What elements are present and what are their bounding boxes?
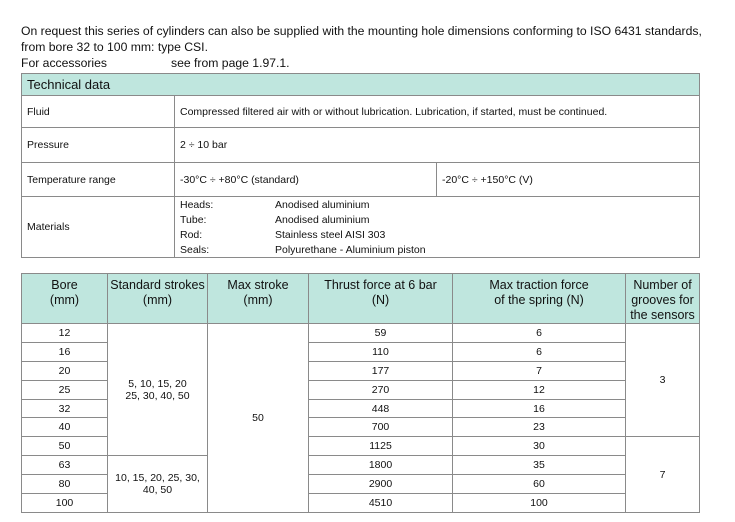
- fluid-label: Fluid: [22, 96, 175, 128]
- bore-cell: 100: [22, 494, 108, 513]
- material-row: [180, 198, 370, 213]
- thrust-cell: 448: [309, 399, 453, 418]
- temperature-standard: -30°C ÷ +80°C (standard): [175, 163, 437, 197]
- accessories-link[interactable]: see from page 1.97.1.: [171, 56, 290, 70]
- bore-cell: 50: [22, 437, 108, 456]
- table-row: [22, 324, 700, 343]
- intro-paragraph: On request this series of cylinders can also be supplied with the mounting hole dimensions conforming to ISO 6431 standards, from bore 32 to 100 mm: type CSI.: [21, 24, 702, 55]
- table-row: [22, 456, 700, 475]
- material-row: [180, 213, 370, 228]
- materials-cell: [175, 197, 700, 258]
- pressure-value: 2 ÷ 10 bar: [175, 128, 700, 163]
- traction-cell: 12: [453, 380, 626, 399]
- thrust-cell: 700: [309, 418, 453, 437]
- thrust-cell: 110: [309, 342, 453, 361]
- material-value: Stainless steel AISI 303: [275, 229, 386, 241]
- max-stroke-cell: 50: [208, 324, 309, 513]
- bore-cell: 16: [22, 342, 108, 361]
- fluid-value: Compressed filtered air with or without lubrication. Lubrication, if started, must be continued.: [175, 96, 700, 128]
- technical-data-table: [21, 73, 700, 258]
- header-thrust-force: Thrust force at 6 bar (N): [309, 274, 453, 324]
- traction-cell: 23: [453, 418, 626, 437]
- header-max-stroke: Max stroke (mm): [208, 274, 309, 324]
- thrust-cell: 2900: [309, 475, 453, 494]
- traction-cell: 35: [453, 456, 626, 475]
- traction-cell: 100: [453, 494, 626, 513]
- bore-cell: 12: [22, 324, 108, 343]
- material-value: Polyurethane - Aluminium piston: [275, 244, 426, 256]
- material-row: [180, 243, 426, 258]
- traction-cell: 60: [453, 475, 626, 494]
- bore-cell: 25: [22, 380, 108, 399]
- bore-cell: 63: [22, 456, 108, 475]
- temperature-label: Temperature range: [22, 163, 175, 197]
- material-row: [180, 228, 385, 243]
- standard-strokes-cell: 5, 10, 15, 20 25, 30, 40, 50: [108, 324, 208, 456]
- material-part: Rod:: [180, 229, 203, 241]
- traction-cell: 6: [453, 342, 626, 361]
- header-standard-strokes: Standard strokes (mm): [108, 274, 208, 324]
- bore-cell: 80: [22, 475, 108, 494]
- header-bore: Bore (mm): [22, 274, 108, 324]
- thrust-cell: 4510: [309, 494, 453, 513]
- thrust-cell: 59: [309, 324, 453, 343]
- materials-label: Materials: [22, 197, 175, 258]
- thrust-cell: 177: [309, 361, 453, 380]
- thrust-cell: 1800: [309, 456, 453, 475]
- header-sensor-grooves: Number of grooves for the sensors: [626, 274, 700, 324]
- material-value: Anodised aluminium: [275, 214, 370, 226]
- accessories-line: [21, 56, 290, 70]
- material-part: Heads:: [180, 199, 214, 211]
- traction-cell: 30: [453, 437, 626, 456]
- bore-cell: 20: [22, 361, 108, 380]
- bore-cell: 40: [22, 418, 108, 437]
- traction-cell: 6: [453, 324, 626, 343]
- thrust-cell: 270: [309, 380, 453, 399]
- standard-strokes-cell: 10, 15, 20, 25, 30, 40, 50: [108, 456, 208, 513]
- thrust-cell: 1125: [309, 437, 453, 456]
- accessories-label: For accessories: [21, 56, 108, 70]
- material-value: Anodised aluminium: [275, 199, 370, 211]
- pressure-label: Pressure: [22, 128, 175, 163]
- header-max-traction-force: Max traction force of the spring (N): [453, 274, 626, 324]
- traction-cell: 16: [453, 399, 626, 418]
- bore-cell: 32: [22, 399, 108, 418]
- grooves-cell: 3: [626, 324, 700, 437]
- material-part: Seals:: [180, 244, 210, 256]
- specification-table: [21, 273, 700, 513]
- temperature-v: -20°C ÷ +150°C (V): [437, 163, 700, 197]
- traction-cell: 7: [453, 361, 626, 380]
- technical-data-title: Technical data: [22, 74, 700, 96]
- material-part: Tube:: [180, 214, 207, 226]
- grooves-cell: 7: [626, 437, 700, 513]
